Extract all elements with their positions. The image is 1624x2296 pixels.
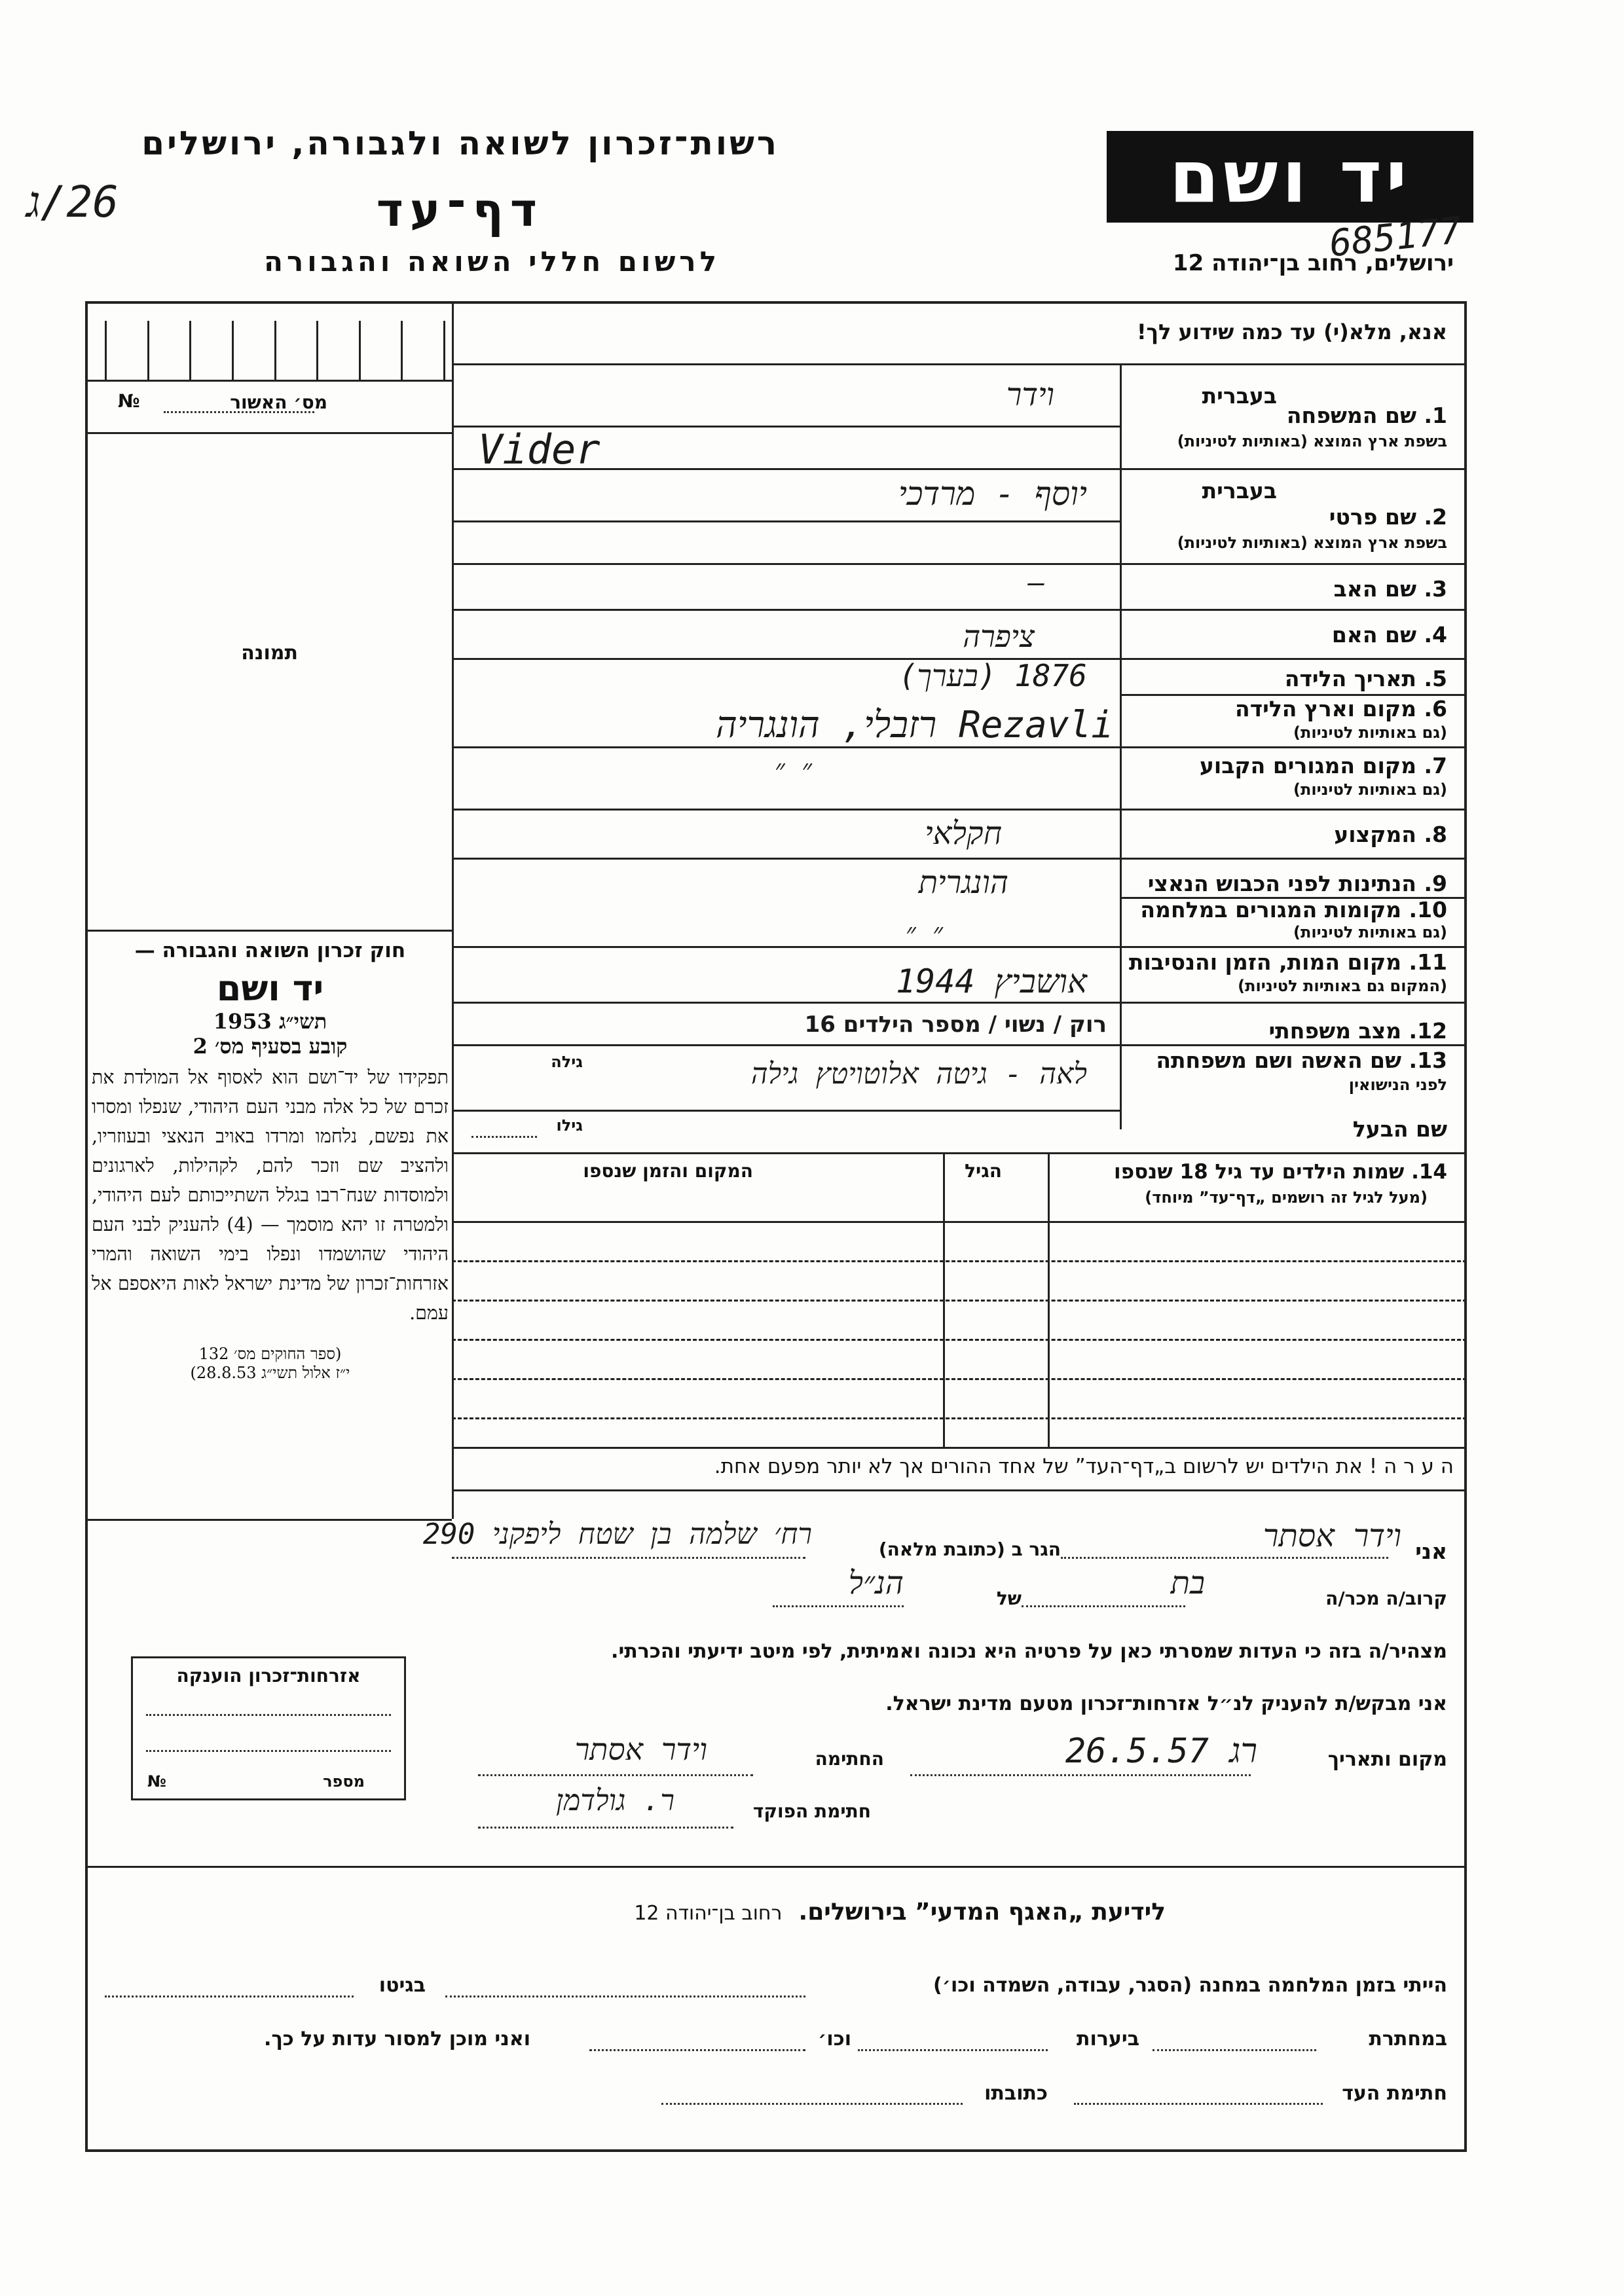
children-col-place: המקום והזמן שנספו bbox=[583, 1160, 753, 1182]
field-13-age-label: גילה bbox=[551, 1053, 583, 1071]
field-13-value: לאה - גיטה אלוטויטץ גילה bbox=[750, 1057, 1087, 1091]
field-1-sub: בשפת ארץ המוצא (באותיות לטיניות) bbox=[1177, 432, 1447, 450]
field-7-value: ״ ״ bbox=[774, 753, 812, 785]
field-1-value-hebrew: וידר bbox=[1006, 376, 1054, 413]
footer-line3-b: כתובתו bbox=[984, 2082, 1048, 2105]
form-subtitle: לרשום חללי השואה והגבורה bbox=[264, 246, 720, 278]
law-section: קובע בסעיף מס׳ 2 bbox=[193, 1034, 348, 1059]
law-panel bbox=[92, 930, 449, 1383]
footer-line2-c: וכו׳ bbox=[818, 2028, 851, 2050]
intro-text: אנא, מלא(י) עד כמה שידוע לך! bbox=[1136, 319, 1447, 344]
field-11-sub: (המקום גם באותיות לטיניות) bbox=[1238, 977, 1447, 995]
handwritten-file-number: 26/ג bbox=[26, 177, 119, 227]
memorial-citizenship-box: אזרחות־זכרון הוענקה מספר № bbox=[131, 1656, 406, 1800]
note-text: ה ע ר ה ! את הילדים יש לרשום ב„דף־העד” של אחד ההורים אך לא יותר מפעם אחת. bbox=[714, 1455, 1454, 1478]
law-title: חוק זכרון השואה והגבורה — bbox=[134, 939, 406, 962]
declarant-relation-of: הנ״ל bbox=[848, 1565, 904, 1601]
footer-line1-a: הייתי בזמן המלחמה במחנה (הסגר, עבודה, השמדה וכו׳) bbox=[933, 1974, 1447, 1997]
place-date-value: רג 26.5.57 bbox=[1065, 1732, 1257, 1771]
field-3-value: — bbox=[1028, 566, 1045, 598]
declarant-i-label: אני bbox=[1415, 1539, 1447, 1564]
field-8-value: חקלאי bbox=[925, 815, 1002, 852]
law-ref-2: י״ז אלול תשי״ג 28.8.53) bbox=[190, 1364, 350, 1382]
declarant-of-label: של bbox=[996, 1588, 1022, 1609]
law-org: יד ושם bbox=[216, 968, 324, 1009]
field-2-sub: בשפת ארץ המוצא (באותיות לטיניות) bbox=[1177, 534, 1447, 552]
address: ירושלים, רחוב בן־יהודה 12 bbox=[1172, 250, 1454, 276]
photo-label: תמונה bbox=[241, 642, 298, 665]
field-6-sub: (גם באותיות לטיניות) bbox=[1293, 723, 1447, 742]
field-6-label: 6. מקום וארץ הלידה bbox=[1235, 696, 1447, 721]
field-5-value: 1876 (בערך) bbox=[898, 658, 1087, 693]
law-ref-1: (ספר החוקים מס׳ 132 bbox=[198, 1345, 342, 1363]
form-title: דף־עד bbox=[376, 183, 544, 237]
officer-signature-label: חתימת הפוקד bbox=[752, 1800, 871, 1822]
officer-signature-value: ר. גולדמן bbox=[556, 1784, 674, 1817]
law-body: תפקידו של יד־ושם הוא לאסוף אל המולדת את זכרם של כל אלה מבני העם היהודי, שנפלו ומסרו את נפשם, נלחמו ומרדו באויב הנאצי ובעוזריו, ולהציב שם וזכר להם, לקהילות, לארגונים ולמוסדות שנח־רבו בגלל השתייכותם לעם היהודי, ולמטרה זו יהא מוסמך — (4) להעניק לבני העם היהודי שהושמדו ונפלו בימי השואה והמרי אזרחות־זכרון של מדינת ישראל לאות היאספם אל עמם. bbox=[92, 1066, 449, 1324]
footer-line2-d: ואני מוכן למסור עדות על כך. bbox=[264, 2028, 530, 2050]
field-11-label: 11. מקום המות, הזמן והנסיבות bbox=[1128, 949, 1447, 975]
field-5-label: 5. תאריך הלידה bbox=[1284, 666, 1447, 691]
footer-line3-a: חתימת העד bbox=[1342, 2082, 1447, 2105]
field-4-label: 4. שם האם bbox=[1331, 622, 1447, 647]
field-1-label: 1. שם המשפחה bbox=[1286, 403, 1447, 428]
field-husband-age-label: גילו bbox=[556, 1116, 583, 1135]
field-2-label: 2. שם פרטי bbox=[1329, 504, 1447, 530]
footer-title: לידיעת „האגף המדעי” בירושלים. רחוב בן־יהודה 12 bbox=[634, 1899, 1166, 1925]
field-11-value: אושביץ 1944 bbox=[896, 962, 1087, 1000]
field-husband-label: שם הבעל bbox=[1352, 1116, 1447, 1142]
field-13-sub: לפני הנישואין bbox=[1348, 1076, 1447, 1094]
field-13-label: 13. שם האשה ושם משפחתה bbox=[1156, 1048, 1447, 1073]
field-12-value: רוק / נשוי / מספר הילדים 16 bbox=[804, 1011, 1107, 1038]
signature-value: וידר אסתר bbox=[574, 1732, 707, 1767]
field-7-sub: (גם באותיות לטיניות) bbox=[1293, 780, 1447, 799]
field-9-label: 9. הנתינות לפני הכבוש הנאצי bbox=[1147, 871, 1447, 896]
field-10-sub: (גם באותיות לטיניות) bbox=[1293, 923, 1447, 941]
declarant-relation: בת bbox=[1170, 1565, 1205, 1601]
children-col-age: הגיל bbox=[965, 1160, 1002, 1182]
stamp-number: 685177 bbox=[1327, 209, 1464, 266]
children-subtitle: (מעל לגיל זה רושמים „דף־עד” מיוחד) bbox=[1145, 1188, 1428, 1207]
field-4-value: ציפרה bbox=[963, 619, 1035, 654]
children-title: 14. שמות הילדים עד גיל 18 שנספו bbox=[1114, 1160, 1447, 1184]
footer-line2-b: ביערות bbox=[1077, 2028, 1139, 2050]
law-year: תשי״ג 1953 bbox=[213, 1009, 327, 1034]
declaration-text: מצהיר/ה בזה כי העדות שמסרתי כאן על פרטיה היא נכונה ואמיתית, לפי מיטב ידיעתי והכרתי. bbox=[611, 1640, 1447, 1663]
field-6-value: Rezavli רזבלי, הונגריה bbox=[716, 704, 1113, 746]
signature-label: החתימה bbox=[815, 1748, 884, 1770]
field-7-label: 7. מקום המגורים הקבוע bbox=[1199, 753, 1447, 778]
field-1-lang: בעברית bbox=[1202, 383, 1277, 409]
place-date-label: מקום ותאריך bbox=[1327, 1748, 1447, 1771]
field-10-value: ״ ״ bbox=[905, 917, 943, 949]
field-2-value-hebrew: יוסף - מרדכי bbox=[898, 475, 1087, 513]
field-2-lang: בעברית bbox=[1202, 478, 1277, 503]
declarant-relative-label: קרוב/ה מכר/ה bbox=[1325, 1588, 1447, 1609]
field-3-label: 3. שם האב bbox=[1333, 576, 1447, 602]
field-1-value-latin: Vider bbox=[478, 426, 600, 473]
declarant-resides-label: הגר ב (כתובת מלאה) bbox=[878, 1539, 1061, 1560]
yad-vashem-logo: יד ושם bbox=[1107, 131, 1473, 223]
request-text: אני מבקש/ת להעניק לנ״ל אזרחות־זכרון מטעם מדינת ישראל. bbox=[885, 1692, 1447, 1715]
field-10-label: 10. מקומות המגורים במלחמה bbox=[1140, 897, 1447, 922]
approval-label: מס׳ האשור bbox=[230, 392, 327, 413]
approval-no-sign: № bbox=[118, 390, 140, 412]
field-9-value: הונגרית bbox=[918, 864, 1008, 901]
footer-line2-a: במחתרת bbox=[1369, 2028, 1447, 2050]
declarant-name: וידר אסתר bbox=[1263, 1518, 1401, 1554]
field-8-label: 8. המקצוע bbox=[1334, 822, 1447, 847]
org-line: רשות־זכרון לשואה ולגבורה, ירושלים bbox=[141, 124, 779, 162]
footer-line1-b: בגיטו bbox=[378, 1974, 426, 1997]
approval-cells bbox=[105, 321, 445, 380]
field-12-label: 12. מצב משפחתי bbox=[1268, 1018, 1447, 1044]
declarant-address: רח׳ שלמה בן שטח ליפקני 290 bbox=[422, 1518, 812, 1551]
